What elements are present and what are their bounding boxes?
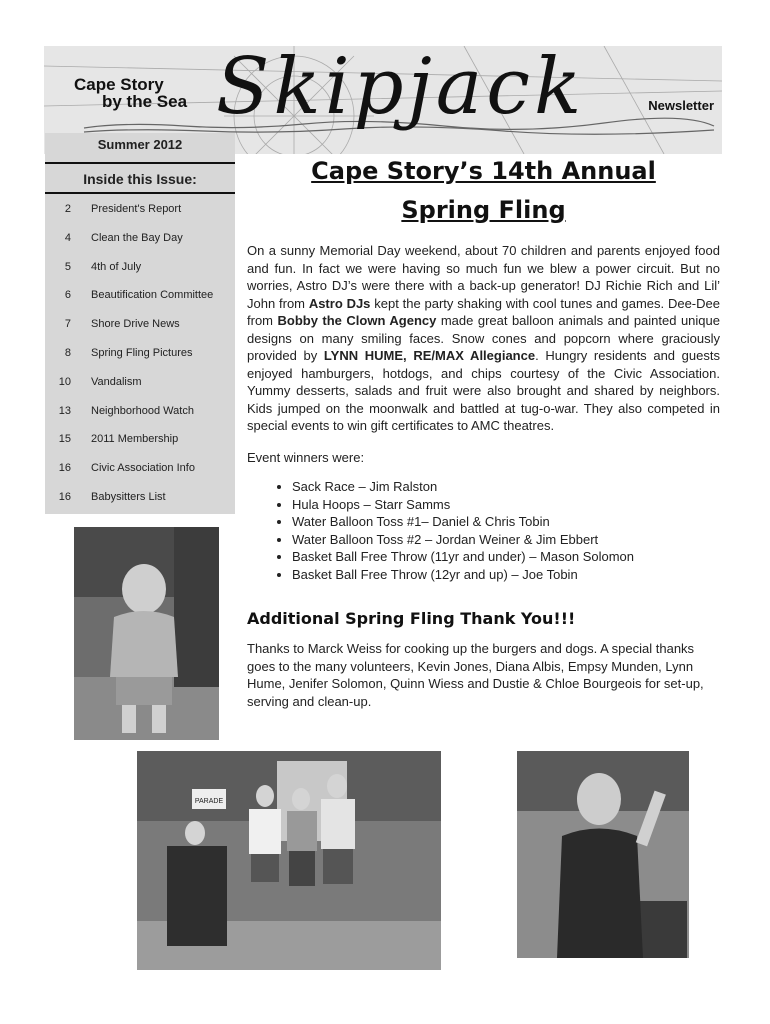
intro-text: made great balloon animals and painted unique designs on many smiling faces. Snow cones and popcorn where graciously provided by (247, 313, 720, 363)
toc-title: Clean the Bay Day (91, 231, 183, 244)
toc-item (45, 203, 235, 232)
thanks-heading: Additional Spring Fling Thank You!!! (247, 609, 576, 628)
winners-label: Event winners were: (247, 449, 365, 465)
toc-item (45, 491, 235, 520)
toc-page: 2 (64, 203, 71, 215)
toc-page: 6 (64, 289, 71, 302)
photo-boy (517, 751, 689, 958)
intro-text: kept the party shaking with cool tunes and games. Dee-Dee from (247, 295, 720, 328)
toc-title: President's Report (91, 203, 182, 215)
toc-title: Spring Fling Pictures (91, 346, 193, 359)
toc-title: Vandalism (91, 375, 142, 388)
toc-item (45, 232, 235, 261)
toc-title: Shore Drive News (91, 318, 180, 331)
winner-item: • Basket Ball Free Throw (12yr and up) – Joe Tobin (292, 566, 720, 584)
toc-title: 4th of July (91, 260, 142, 273)
toc-page: 13 (58, 404, 71, 417)
intro-text: On a sunny Memorial Day weekend, about 70 children and parents enjoyed food and fun. In fact we were having so much fun we blew a power circuit. But no worries, Astro DJ’s were there with a back-up generator! DJ Richie Rich and Lil’ John from (247, 243, 720, 311)
toc-title: Beautification Committee (91, 289, 214, 302)
toc-page: 15 (58, 433, 71, 446)
toc-item (45, 376, 235, 405)
toc-title: Neighborhood Watch (91, 404, 194, 417)
divider (45, 162, 235, 164)
issue-season: Summer 2012 (97, 137, 183, 152)
intro-bold: Astro DJs (308, 295, 371, 311)
intro-text: . Hungry residents and guests enjoyed hamburgers, hotdogs, and chips courtesy of the Civic Association. Yummy desserts, salads and fruit were also brought and shared by neighbors. Kids jumped on the moonwalk and battled at tug-o-war. They also competed in special events to win gift certificates to AMC theatres. (247, 348, 720, 433)
toc-page: 16 (58, 490, 71, 503)
toc-title: Civic Association Info (91, 462, 195, 475)
winners-list (247, 478, 720, 583)
intro-bold: LYNN HUME, RE/MAX Allegiance (323, 348, 536, 363)
toc-page: 10 (58, 375, 71, 388)
toc-page: 16 (58, 462, 71, 475)
toc-item (45, 318, 235, 347)
org-line-2: by the Sea (102, 92, 188, 111)
org-line-1: Cape Story (74, 75, 164, 94)
winner-item: • Water Balloon Toss #1– Daniel & Chris Tobin (292, 513, 720, 531)
toc-item (45, 433, 235, 462)
toc-item (45, 405, 235, 434)
main-article (247, 152, 720, 710)
toc-page: 8 (64, 346, 71, 359)
photo-toddler (74, 527, 219, 740)
winner-item: • Hula Hoops – Starr Samms (292, 496, 720, 514)
article-intro (247, 242, 720, 435)
toc-page: 5 (64, 260, 71, 273)
toc-item (45, 347, 235, 376)
thanks-paragraph: Thanks to Marck Weiss for cooking up the burgers and dogs. A special thanks goes to the many volunteers, Kevin Jones, Diana Albis, Empsy Munden, Lynn Hume, Jenifer Solomon, Quinn Wiess and Dustie & Chloe Bourgeois for set-up, serving and clean-up. (247, 641, 704, 709)
toc-item (45, 261, 235, 290)
sidebar-contents (45, 133, 235, 514)
contents-heading: Inside this Issue: (83, 171, 197, 187)
article-headline-line-2: Spring Fling (401, 196, 566, 224)
divider (45, 192, 235, 194)
article-headline-line-1: Cape Story’s 14th Annual (311, 157, 656, 185)
newsletter-label: Newsletter (648, 98, 714, 113)
toc-title: 2011 Membership (91, 433, 179, 446)
toc-item (45, 289, 235, 318)
toc-page: 7 (64, 318, 71, 331)
toc-page: 4 (64, 231, 71, 244)
intro-bold: Bobby the Clown Agency (277, 313, 437, 328)
toc-title: Babysitters List (91, 490, 166, 503)
masthead-title: Skipjack (216, 46, 586, 132)
photo-sign-text: PARADE (194, 798, 224, 805)
photo-group (137, 751, 441, 970)
table-of-contents (45, 203, 235, 520)
winner-item: • Water Balloon Toss #2 – Jordan Weiner & Jim Ebbert (292, 531, 720, 549)
winner-item: • Sack Race – Jim Ralston (292, 478, 720, 496)
toc-item (45, 462, 235, 491)
masthead-org-name (74, 76, 187, 110)
winner-item: • Basket Ball Free Throw (11yr and under) – Mason Solomon (292, 548, 720, 566)
